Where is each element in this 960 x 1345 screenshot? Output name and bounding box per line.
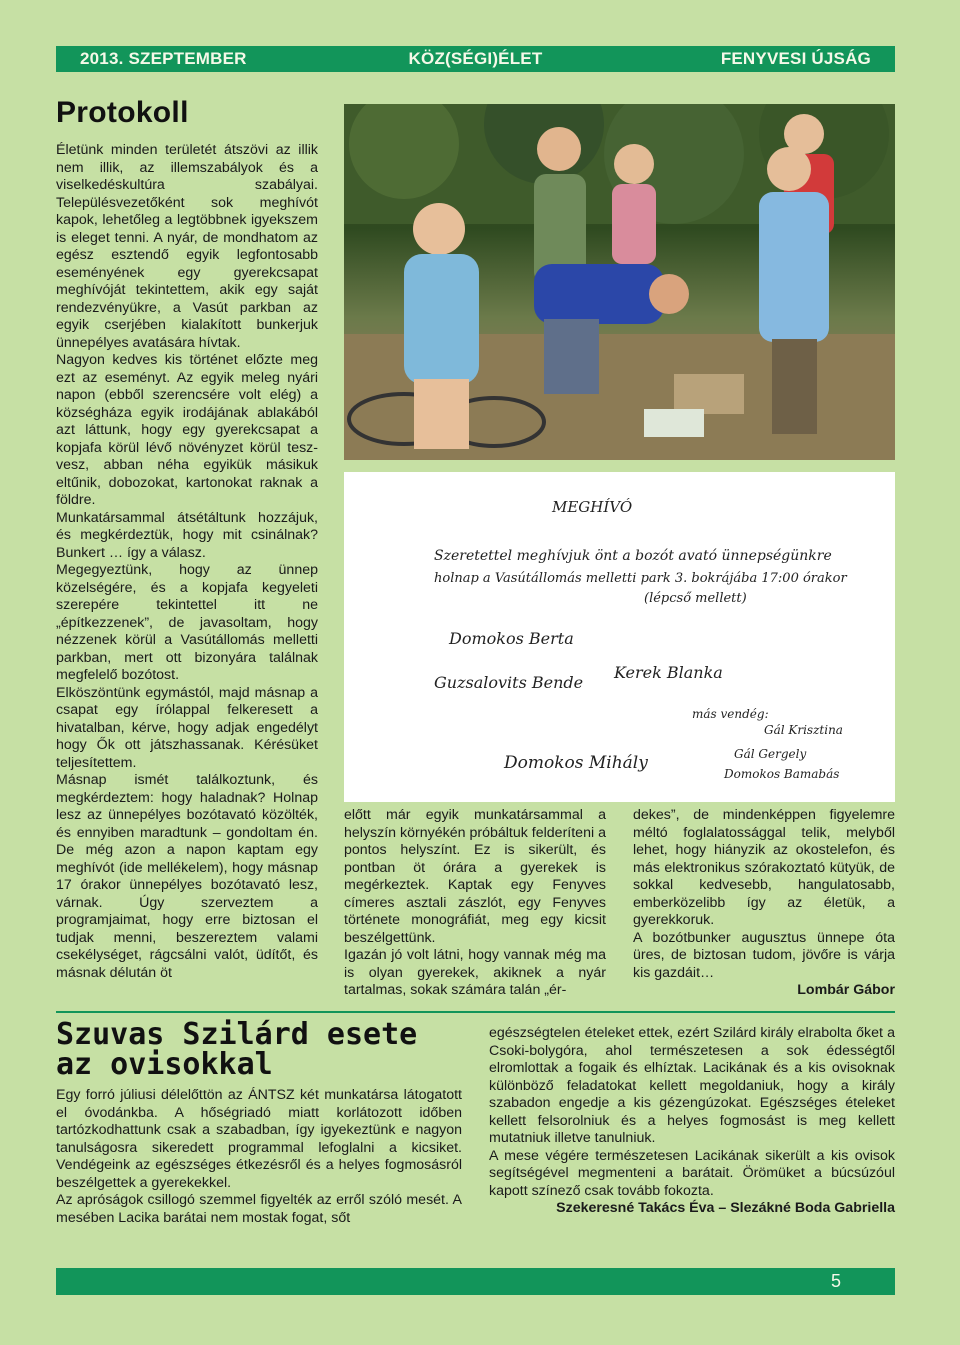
handwritten-invitation (344, 472, 895, 802)
article2-column-left (56, 1087, 462, 1227)
header-section: KÖZ(SÉGI)ÉLET (408, 49, 543, 68)
page-header (56, 46, 895, 72)
paragraph: Munkatársammal átsétáltunk hozzájuk, és megkérdeztük, hogy mit csinálnak? Bunkert … így a válasz. (56, 509, 318, 561)
children-photo (344, 104, 895, 460)
paragraph: A mese végére természetesen Lacikának sikerült a kis ovisok segítségével megmenteni a barátait. Örömüket a búcsúzóul kapott színező csak tovább fokozta. (489, 1147, 895, 1199)
article-title-protokoll: Protokoll (56, 96, 189, 129)
invitation-other-guest: Gál Gergely (734, 747, 807, 761)
invitation-heading: MEGHÍVÓ (552, 498, 633, 516)
paragraph: Másnap ismét találkoztunk, és megkérdeztem: hogy haladnak? Holnap lesz az ünnepélyes bozótavató közölték, és ennyiben maradtunk – gondoltam én. De még azon a napon kaptam egy meghívót (ide mellékelem), hogy másnap 17 órakor ünnepélyes bozótavató lesz, várnak. Úgy szerveztem a programjaimat, hogy erre biztosan el tudjak menni, beszereztem valami csekélységet, rágcsálni valót, üdítőt, és másnak délután öt (56, 772, 318, 981)
paragraph: Életünk minden területét átszövi az illik nem illik, az illemszabályok és a viselkedéskultúra szabályai. Településvezetőként sok meghívót kapok, lehetőleg a legtöbbnek igyekszem is eleget tenni. A nyár, de mondhatom az egész esztendő egyik legfontosabb eseményének egy gyerekcsapat meghívóját tekintettem, akik egy saját rendezvényükre, a Vasút parkban az egyik cserjében kialakított bunkerjuk ünnepélyes avatására hívtak. (56, 142, 318, 351)
paragraph: dekes”, de mindenképpen figyelemre méltó foglalatossággal telik, melyből lehet, hogy hiányzik az okostelefon, és más elektronikus szórakoztató kütyük, de sokkal kedvesebb, hangulatosabb, emberközelibb így az életük, a gyerekkoruk. (633, 807, 895, 928)
paragraph: Igazán jó volt látni, hogy vannak még ma is olyan gyerekek, akiknek a nyár tartalmas, sokak számára talán „ér- (344, 947, 606, 998)
article2-authors: Szekeresné Takács Éva – Slezákné Boda Gabriella (556, 1200, 895, 1216)
paragraph: Elköszöntünk egymástól, majd másnap a csapat egy írólappal felkeresett a hivatalban, kérve, hogy adjak engedélyt hogy Ők ott játszhassanak. Kérésüket teljesítettem. (56, 684, 318, 771)
header-publication: FENYVESI ÚJSÁG (720, 49, 871, 68)
article1-author: Lombár Gábor (797, 982, 895, 998)
article2-column-right (489, 1025, 895, 1218)
paragraph: Egy forró júliusi délelőttön az ÁNTSZ két munkatársa látogatott el óvodánkba. A hőségriadó miatt korlátozott időben tartózkodhattunk csak a szabadban, így igyekeztünk e nagyon tanulságosra sikeredett programmal lefoglalni a kicsiket. Vendégeink az egészséges étkezésről és a helyes fogmosásról beszélgettek a gyerekekkel. (56, 1087, 462, 1191)
invitation-name: Domokos Berta (449, 629, 574, 648)
page-footer (56, 1268, 895, 1295)
article1-column-2 (344, 807, 606, 1000)
invitation-name: Kerek Blanka (614, 663, 723, 682)
paragraph: egészségtelen ételeket ettek, ezért Szilárd király elrabolta őket a Csoki-bolygóra, ahol természetesen a sok édességtől elromlottak a fogaik és elhíztak. Lacikának és a kis ovisoknak különböző feladatokat kellett megoldaniuk, hogy a király szabadon engedje a kis gézengúzokat. Egészséges ételeket kellett felsorolniuk és a helyes fogmosást is meg kellett mutatniuk illetve tanulniuk. (489, 1025, 895, 1146)
paragraph: Nagyon kedves kis történet előzte meg ezt az eseményt. Az egyik meleg nyári napon (ebből szerencsére volt elég) a községháza egyik irodájának ablakából azt láttunk, hogy egy gyerekcsapat a kopjafa körül lévő növényzet körül tesz-vesz, abban néha egyikük másikuk eltűnik, dobozokat, kartonokat raknak a földre. (56, 352, 318, 508)
invitation-other-guest: Gál Krisztina (764, 723, 843, 737)
article-title-szuvas: Szuvas Szilárd esete az ovisokkal (56, 1017, 418, 1082)
invitation-name: Guzsalovits Bende (434, 673, 584, 692)
invitation-name: Domokos Mihály (504, 753, 648, 773)
article1-column-3 (633, 807, 895, 1000)
article1-column-1 (56, 142, 318, 982)
invitation-others-label: más vendég: (692, 707, 769, 721)
paragraph: Az apróságok csillogó szemmel figyelték az erről szóló mesét. A mesében Lacika barátai nem mostak fogat, sőt (56, 1192, 462, 1226)
header-date: 2013. SZEPTEMBER (80, 49, 247, 68)
invitation-line-2: holnap a Vasútállomás melletti park 3. bokrájába 17:00 órakor (434, 571, 847, 586)
photo-illustration (344, 104, 895, 460)
invitation-line-3: (lépcső mellett) (644, 591, 747, 606)
section-divider (56, 1011, 895, 1013)
invitation-image (344, 472, 895, 802)
paragraph: A bozótbunker augusztus ünnepe óta üres, de biztosan tudom, jövőre is várja kis gazdáit… (633, 929, 895, 981)
page-number: 5 (830, 1271, 841, 1291)
invitation-other-guest: Domokos Bamabás (724, 767, 840, 781)
invitation-line-1: Szeretettel meghívjuk önt a bozót avató ünnepségünkre (434, 548, 832, 564)
paragraph: Megegyeztünk, hogy az ünnep közelségére, és a kopjafa kegyeleti szerepére tekintettel itt ne „építkezzenek”, de javasoltam, hogy nézzenek körül a Vasútállomás melletti parkban, mert ott bizonyára találnak megfelelő bozótost. (56, 562, 318, 683)
paragraph: előtt már egyik munkatársammal a helyszín környékén próbáltuk felderíteni a pontos helyszínt. Ez is sikerült, és pontban öt órára a gyerekek is megérkeztek. Kaptak egy Fenyves címeres asztali zászlót, egy Fenyves története monográfiát, meg egy kicsit beszélgettünk. (344, 807, 606, 946)
